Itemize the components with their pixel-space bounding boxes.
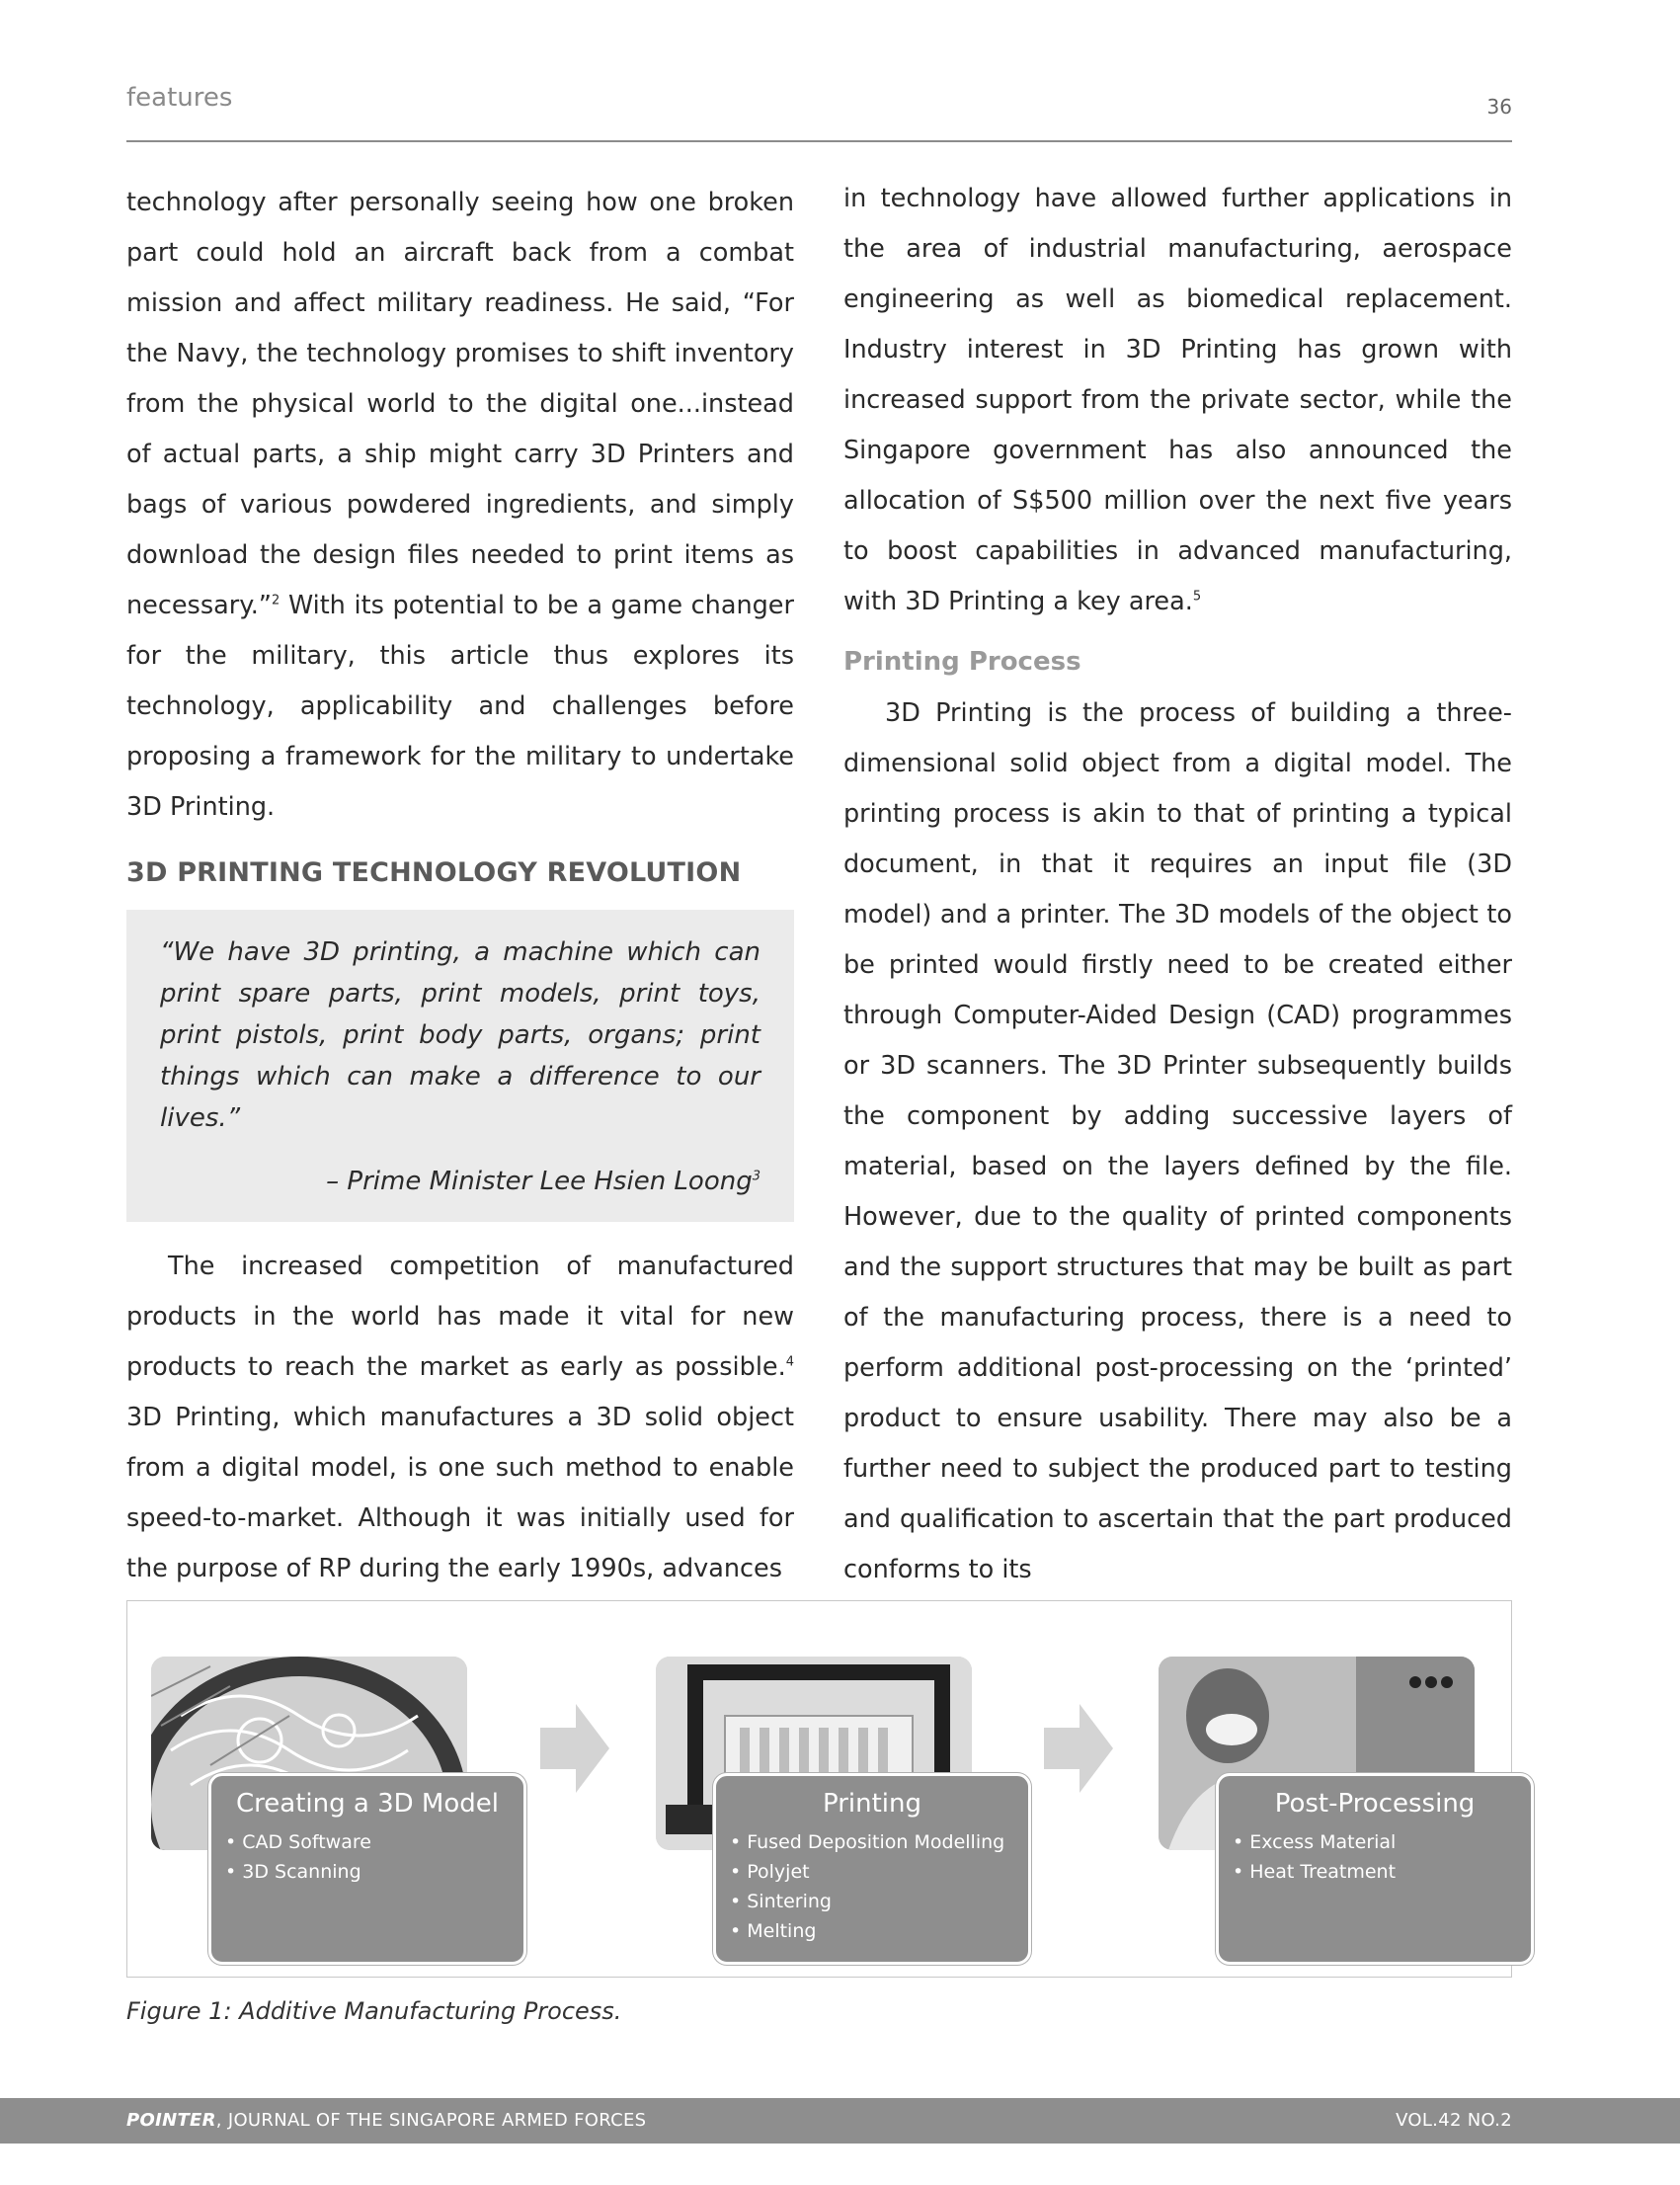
stage-title: Post-Processing (1274, 1789, 1476, 1819)
arrow-right-icon (1044, 1704, 1113, 1793)
stage-title: Creating a 3D Model (236, 1789, 499, 1819)
page-number: 36 (1486, 95, 1512, 119)
figure-caption: Figure 1: Additive Manufacturing Process. (126, 1997, 622, 2025)
stage-title: Printing (822, 1789, 921, 1819)
body-paragraph (126, 1242, 794, 1594)
right-column (843, 174, 1512, 1595)
stage-creating-3d-model (151, 1657, 499, 1965)
stage-item: • Excess Material (1233, 1827, 1517, 1857)
attribution-text: – Prime Minister Lee Hsien Loong (326, 1167, 753, 1196)
pull-quote (126, 910, 794, 1222)
stage-item: • Polyjet (730, 1857, 1014, 1887)
stage-item: • Heat Treatment (1233, 1857, 1517, 1887)
stage-printing (656, 1657, 1005, 1965)
footer-journal (126, 2110, 646, 2131)
arrow-right-icon (540, 1704, 609, 1793)
footnote-ref: 3 (752, 1169, 760, 1184)
paragraph-text: The increased competition of manufactured products in the world has made it vital for new products to reach the market as early as possible. (126, 1252, 794, 1382)
stage-item: • CAD Software (225, 1827, 510, 1857)
paragraph-text: technology after personally seeing how one broken part could hold an aircraft back from a combat mission and affect military readiness. He said, “For the Navy, the technology promises to shift inventory from the physical world to the digital one...instead of actual parts, a ship might carry 3D Printers and bags of various powdered ingredients, and simply download the design files needed to print items as necessary.” (126, 188, 794, 620)
footnote-ref: 2 (272, 593, 280, 608)
footnote-ref: 5 (1192, 589, 1202, 605)
journal-subtitle: , JOURNAL OF THE SINGAPORE ARMED FORCES (215, 2110, 647, 2131)
footer-volume: VOL.42 NO.2 (1396, 2110, 1512, 2131)
stage-item: • Fused Deposition Modelling (730, 1827, 1014, 1857)
journal-name: POINTER (126, 2110, 216, 2131)
body-paragraph: 3D Printing is the process of building a three-dimensional solid object from a digital model. The printing process is akin to that of printing a typical document, in that it requires an input file (3D model) and a printer. The 3D models of the object to be printed would firstly need to be created either through Computer-Aided Design (CAD) programmes or 3D scanners. The 3D Printer subsequently builds the component by adding successive layers of material, based on the layers defined by the file. However, due to the quality of printed components and the support structures that may be built as part of the manufacturing process, there is a need to perform additional post-processing on the ‘printed’ product to ensure usability. There may also be a further need to subject the produced part to testing and qualification to ascertain that the part produced conforms to its (843, 698, 1512, 1584)
running-header-section: features (126, 83, 233, 113)
stage-card (1216, 1773, 1534, 1965)
paragraph-text: 3D Printing, which manufactures a 3D solid object from a digital model, is one such method to enable speed-to-market. Although it was initially used for the purpose of RP during the early 1990s, advances (126, 1403, 794, 1583)
footnote-ref: 4 (785, 1354, 794, 1370)
header-rule (126, 140, 1512, 142)
stage-item: • Sintering (730, 1887, 1014, 1916)
stage-post-processing (1159, 1657, 1475, 1965)
stage-card (208, 1773, 526, 1965)
subsection-heading: Printing Process (843, 647, 1081, 677)
body-paragraph (126, 178, 794, 833)
paragraph-text: With its potential to be a game changer for the military, this article thus explores its technology, applicability and challenges before proposing a framework for the military to undertake 3D Printing. (126, 591, 794, 822)
stage-card (713, 1773, 1031, 1965)
quote-text: “We have 3D printing, a machine which can print spare parts, print models, print toys, print pistols, print body parts, organs; print things which can make a difference to our lives.” (160, 937, 760, 1133)
section-heading: 3D PRINTING TECHNOLOGY REVOLUTION (126, 857, 742, 888)
stage-item: • Melting (730, 1916, 1014, 1946)
quote-attribution (160, 1161, 760, 1202)
stage-item: • 3D Scanning (225, 1857, 510, 1887)
process-figure (126, 1600, 1512, 1978)
body-paragraph (843, 174, 1512, 627)
footer-bar (0, 2098, 1680, 2144)
paragraph-text: in technology have allowed further applications in the area of industrial manufacturing, aerospace engineering as well as biomedical replacement. Industry interest in 3D Printing has grown with increased support from the private sector, while the Singapore government has also announced the allocation of S$500 million over the next five years to boost capabilities in advanced manufacturing, with 3D Printing a key area. (843, 184, 1512, 616)
left-column (126, 178, 794, 1594)
